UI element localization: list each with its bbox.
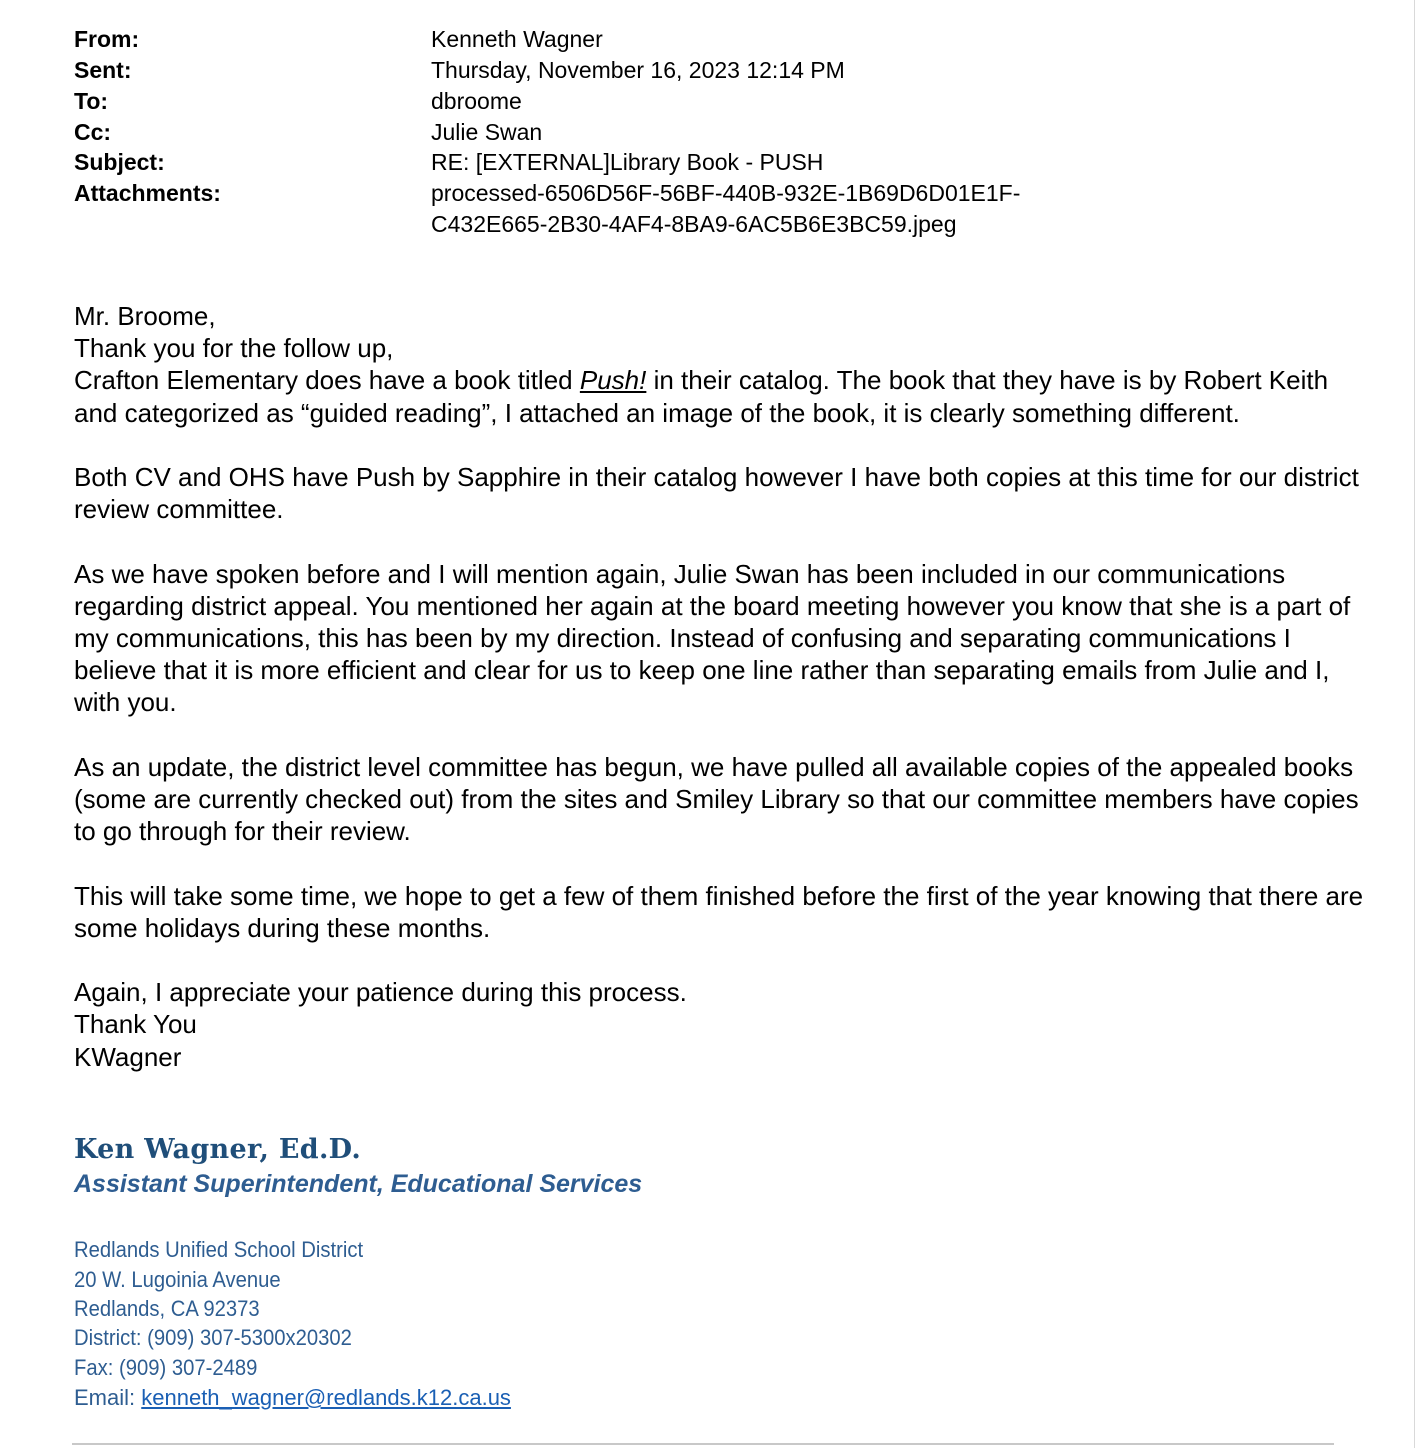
email-body — [74, 300, 1364, 1073]
signature-district-phone: District: (909) 307-5300x20302 — [74, 1325, 352, 1350]
attachments-label: Attachments: — [74, 180, 221, 206]
thanks-line: Thank you for the follow up, — [74, 333, 394, 364]
page-edge — [1414, 0, 1415, 1448]
signature-address-line2: Redlands, CA 92373 — [74, 1296, 260, 1321]
book-title: Push! — [579, 365, 647, 396]
sent-label: Sent: — [74, 57, 132, 83]
signature-org: Redlands Unified School District — [74, 1237, 364, 1262]
subject-value: RE: [EXTERNAL]Library Book - PUSH — [431, 149, 824, 175]
signature-email-label: Email: — [74, 1385, 142, 1410]
signature-email-line — [74, 1383, 511, 1413]
paragraph-catalog: Both CV and OHS have Push by Sapphire in their catalog however I have both copies at this time for our district review committee. — [74, 462, 1359, 525]
greeting: Mr. Broome, — [74, 301, 216, 331]
signature-email-link[interactable]: kenneth_wagner@redlands.k12.ca.us — [141, 1385, 511, 1410]
closing-thanks: Thank You — [74, 1009, 197, 1040]
paragraph-crafton-end: in their catalog. The book that they have is by Robert Keith and categorized as “guided reading”, I attached an image of the book, it is clearly something different. — [74, 365, 1329, 428]
attachment-filename-line2[interactable]: C432E665-2B30-4AF4-8BA9-6AC5B6E3BC59.jpeg — [431, 211, 957, 237]
paragraph-timeline: This will take some time, we hope to get a few of them finished before the first of the year knowing that there are some holidays during these months. — [74, 880, 1364, 943]
paragraph-crafton — [74, 364, 1364, 428]
bottom-divider — [72, 1443, 1334, 1445]
from-value: Kenneth Wagner — [431, 26, 603, 52]
signature-name: Ken Wagner, Ed.D. — [74, 1134, 362, 1165]
signature-title: Assistant Superintendent, Educational Services — [74, 1170, 643, 1198]
closing-signoff: KWagner — [74, 1041, 182, 1072]
paragraph-crafton-start: Crafton Elementary does have a book titled — [74, 365, 580, 396]
paragraph-communications: As we have spoken before and I will mention again, Julie Swan has been included in our communications regarding district appeal. You mentioned her again at the board meeting however you know that she is a part of my communications, this has been by my direction. Instead of confusing and separating communications I believe that it is more efficient and clear for us to keep one line rather than separating emails from Julie and I, with you. — [74, 558, 1351, 718]
closing-appreciation: Again, I appreciate your patience during this process. — [74, 977, 687, 1008]
signature-fax: Fax: (909) 307-2489 — [74, 1355, 258, 1380]
cc-label: Cc: — [74, 119, 112, 145]
to-value: dbroome — [431, 88, 522, 114]
cc-value: Julie Swan — [431, 119, 543, 145]
subject-label: Subject: — [74, 149, 165, 175]
attachment-filename-line1[interactable]: processed-6506D56F-56BF-440B-932E-1B69D6D01E1F- — [431, 180, 1021, 206]
sent-value: Thursday, November 16, 2023 12:14 PM — [431, 57, 845, 83]
from-label: From: — [74, 26, 140, 52]
paragraph-update: As an update, the district level committee has begun, we have pulled all available copies of the appealed books (some are currently checked out) from the sites and Smiley Library so that our committee members have copies to go through for their review. — [74, 751, 1359, 847]
to-label: To: — [74, 88, 109, 114]
signature-address-line1: 20 W. Lugoinia Avenue — [74, 1267, 281, 1292]
